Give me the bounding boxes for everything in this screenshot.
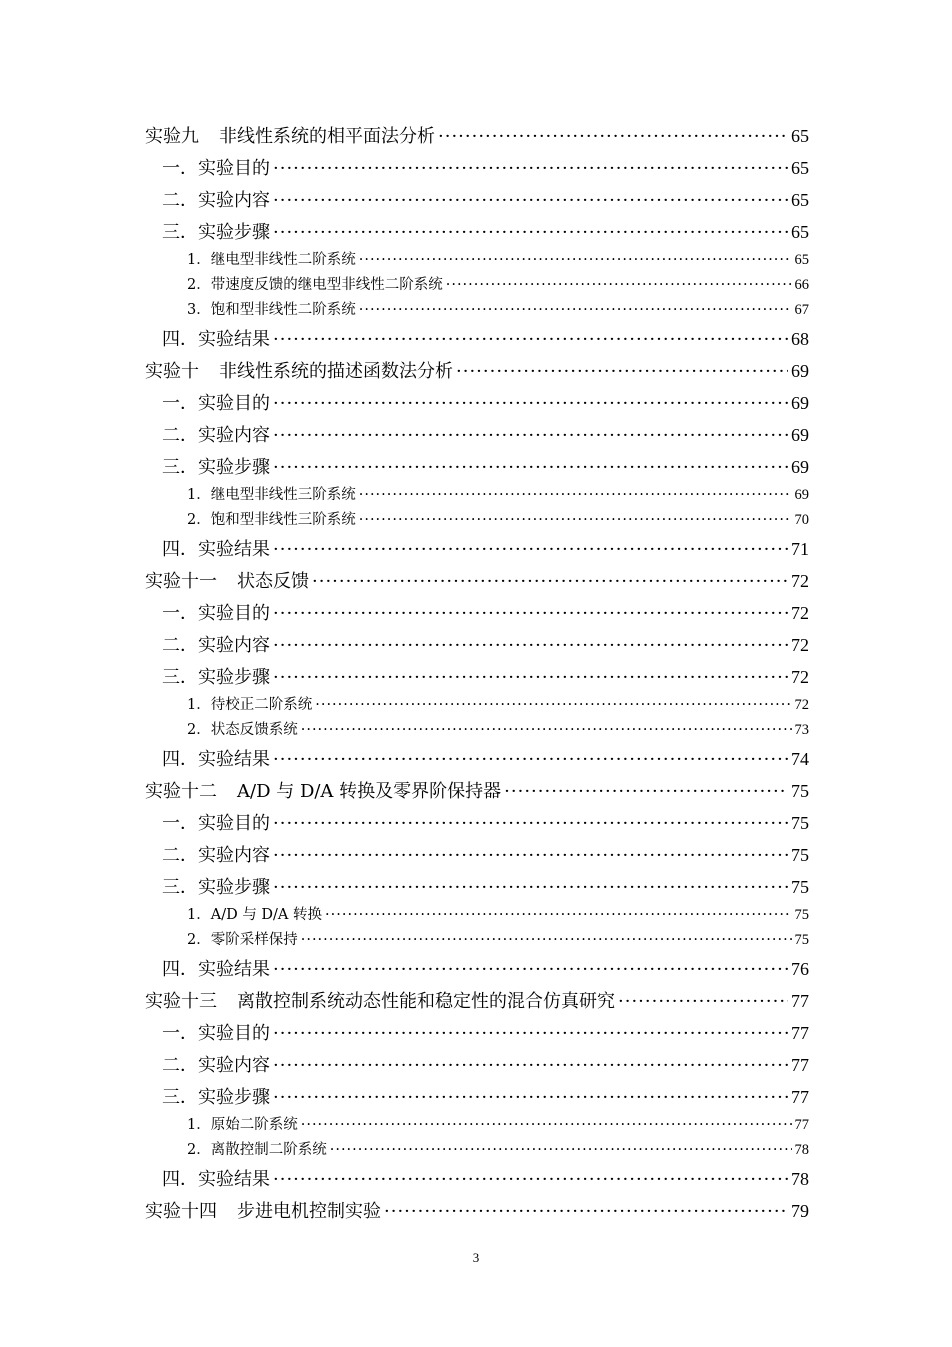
toc-chapter-number: 实验十四 (145, 1201, 217, 1222)
dot-leader (312, 566, 788, 598)
toc-page-number: 77 (791, 1023, 809, 1043)
toc-page-number: 75 (794, 932, 809, 948)
toc-entry-label: 二．实验内容 (162, 1055, 270, 1076)
toc-entry-label: 2．饱和型非线性三阶系统 (187, 512, 356, 528)
toc-entry-label: 四．实验结果 (162, 329, 270, 350)
toc-page-number: 67 (794, 302, 809, 318)
toc-section-entry[interactable] (145, 184, 809, 216)
toc-entry-label: 1．待校正二阶系统 (187, 697, 313, 713)
toc-entry-label: 四．实验结果 (162, 1169, 270, 1190)
toc-section-entry[interactable] (145, 661, 809, 693)
toc-entry-label: 1．A/D 与 D/A 转换 (187, 907, 323, 923)
dot-leader (273, 420, 788, 452)
toc-entry-label (145, 566, 309, 598)
toc-page-number: 68 (791, 329, 809, 349)
toc-subsection-entry[interactable] (145, 248, 809, 273)
dot-leader (273, 630, 788, 662)
toc-chapter-number: 实验十二 (145, 781, 217, 802)
dot-leader (315, 693, 791, 718)
toc-chapter-entry[interactable] (145, 120, 809, 152)
toc-section-entry[interactable] (145, 629, 809, 661)
toc-entry-label: 2．零阶采样保持 (187, 932, 298, 948)
toc-page-number: 65 (791, 126, 809, 146)
dot-leader (301, 1113, 792, 1138)
toc-chapter-entry[interactable] (145, 775, 809, 807)
toc-entry-label: 一．实验目的 (162, 1023, 270, 1044)
toc-page-number: 78 (791, 1169, 809, 1189)
dot-leader (273, 1018, 788, 1050)
dot-leader (273, 954, 788, 986)
toc-page-number: 69 (794, 487, 809, 503)
toc-chapter-title: 非线性系统的相平面法分析 (219, 126, 435, 147)
toc-section-entry[interactable] (145, 533, 809, 565)
dot-leader (359, 483, 792, 508)
toc-entry-label (145, 356, 453, 388)
dot-leader (273, 872, 788, 904)
toc-page-number: 75 (791, 845, 809, 865)
toc-page-number: 71 (791, 539, 809, 559)
toc-chapter-entry[interactable] (145, 565, 809, 597)
toc-subsection-entry[interactable] (145, 273, 809, 298)
dot-leader (273, 1164, 788, 1196)
toc-section-entry[interactable] (145, 871, 809, 903)
toc-section-entry[interactable] (145, 323, 809, 355)
toc-page-number: 76 (791, 959, 809, 979)
toc-subsection-entry[interactable] (145, 693, 809, 718)
page-number: 3 (472, 1250, 480, 1265)
toc-page-number: 75 (791, 877, 809, 897)
toc-section-entry[interactable] (145, 839, 809, 871)
dot-leader (273, 217, 788, 249)
toc-subsection-entry[interactable] (145, 1113, 809, 1138)
toc-entry-label: 一．实验目的 (162, 158, 270, 179)
toc-subsection-entry[interactable] (145, 1138, 809, 1163)
toc-subsection-entry[interactable] (145, 483, 809, 508)
toc-entry-label: 二．实验内容 (162, 425, 270, 446)
toc-chapter-entry[interactable] (145, 355, 809, 387)
toc-entry-label: 四．实验结果 (162, 959, 270, 980)
dot-leader (330, 1138, 792, 1163)
dot-leader (273, 388, 788, 420)
toc-page-number: 65 (794, 252, 809, 268)
toc-page-number: 72 (791, 571, 809, 591)
toc-chapter-number: 实验十三 (145, 991, 217, 1012)
table-of-contents (145, 120, 809, 1227)
dot-leader (273, 185, 788, 217)
dot-leader (504, 776, 788, 808)
toc-section-entry[interactable] (145, 152, 809, 184)
toc-section-entry[interactable] (145, 387, 809, 419)
toc-chapter-number: 实验十 (145, 361, 199, 382)
toc-page-number: 69 (791, 457, 809, 477)
dot-leader (359, 298, 792, 323)
toc-page-number: 72 (791, 667, 809, 687)
toc-entry-label: 二．实验内容 (162, 190, 270, 211)
toc-section-entry[interactable] (145, 1049, 809, 1081)
toc-page-number: 77 (791, 1087, 809, 1107)
dot-leader (618, 986, 788, 1018)
toc-page-number: 69 (791, 361, 809, 381)
dot-leader (273, 840, 788, 872)
dot-leader (359, 508, 792, 533)
toc-subsection-entry[interactable] (145, 903, 809, 928)
toc-page-number: 72 (794, 697, 809, 713)
toc-chapter-title: 状态反馈 (237, 571, 309, 592)
toc-chapter-title: 非线性系统的描述函数法分析 (219, 361, 453, 382)
toc-section-entry[interactable] (145, 1163, 809, 1195)
toc-page-number: 75 (791, 813, 809, 833)
toc-entry-label: 四．实验结果 (162, 539, 270, 560)
toc-page-number: 77 (794, 1117, 809, 1133)
toc-chapter-entry[interactable] (145, 985, 809, 1017)
dot-leader (301, 718, 792, 743)
dot-leader (273, 744, 788, 776)
toc-page-number: 65 (791, 190, 809, 210)
toc-entry-label: 1．继电型非线性二阶系统 (187, 252, 356, 268)
dot-leader (273, 598, 788, 630)
toc-entry-label: 二．实验内容 (162, 845, 270, 866)
toc-entry-label: 三．实验步骤 (162, 457, 270, 478)
toc-entry-label: 一．实验目的 (162, 603, 270, 624)
toc-entry-label: 一．实验目的 (162, 393, 270, 414)
toc-entry-label: 1．继电型非线性三阶系统 (187, 487, 356, 503)
toc-chapter-number: 实验九 (145, 126, 199, 147)
dot-leader (446, 273, 792, 298)
dot-leader (273, 534, 788, 566)
toc-subsection-entry[interactable] (145, 298, 809, 323)
toc-subsection-entry[interactable] (145, 718, 809, 743)
toc-entry-label: 三．实验步骤 (162, 222, 270, 243)
toc-page-number: 75 (791, 781, 809, 801)
toc-chapter-title: 步进电机控制实验 (237, 1201, 381, 1222)
toc-chapter-entry[interactable] (145, 1195, 809, 1227)
dot-leader (325, 903, 791, 928)
toc-page-number: 66 (794, 277, 809, 293)
toc-page-number: 78 (794, 1142, 809, 1158)
dot-leader (301, 928, 792, 953)
toc-chapter-title: 离散控制系统动态性能和稳定性的混合仿真研究 (237, 991, 615, 1012)
toc-section-entry[interactable] (145, 216, 809, 248)
toc-page-number: 70 (794, 512, 809, 528)
toc-page-number: 69 (791, 393, 809, 413)
toc-section-entry[interactable] (145, 953, 809, 985)
dot-leader (273, 662, 788, 694)
toc-entry-label: 一．实验目的 (162, 813, 270, 834)
toc-entry-label: 三．实验步骤 (162, 877, 270, 898)
toc-page-number: 73 (794, 722, 809, 738)
toc-page-number: 72 (791, 635, 809, 655)
toc-chapter-number: 实验十一 (145, 571, 217, 592)
toc-chapter-title: A/D 与 D/A 转换及零界阶保持器 (237, 781, 502, 802)
toc-entry-label: 3．饱和型非线性二阶系统 (187, 302, 356, 318)
toc-page-number: 65 (791, 222, 809, 242)
toc-section-entry[interactable] (145, 807, 809, 839)
toc-entry-label: 2．状态反馈系统 (187, 722, 298, 738)
toc-page-number: 69 (791, 425, 809, 445)
toc-entry-label (145, 986, 615, 1018)
toc-section-entry[interactable] (145, 1017, 809, 1049)
dot-leader (273, 452, 788, 484)
dot-leader (359, 248, 792, 273)
toc-page-number: 72 (791, 603, 809, 623)
dot-leader (273, 808, 788, 840)
toc-entry-label: 2．带速度反馈的继电型非线性二阶系统 (187, 277, 443, 293)
toc-page-number: 65 (791, 158, 809, 178)
dot-leader (273, 1050, 788, 1082)
toc-subsection-entry[interactable] (145, 928, 809, 953)
toc-subsection-entry[interactable] (145, 508, 809, 533)
toc-entry-label (145, 121, 435, 153)
toc-entry-label: 四．实验结果 (162, 749, 270, 770)
toc-section-entry[interactable] (145, 743, 809, 775)
toc-entry-label: 1．原始二阶系统 (187, 1117, 298, 1133)
dot-leader (273, 153, 788, 185)
dot-leader (273, 1082, 788, 1114)
dot-leader (273, 324, 788, 356)
toc-section-entry[interactable] (145, 419, 809, 451)
toc-entry-label (145, 1196, 381, 1228)
toc-section-entry[interactable] (145, 1081, 809, 1113)
toc-page-number: 79 (791, 1201, 809, 1221)
toc-page-number: 77 (791, 1055, 809, 1075)
toc-entry-label: 三．实验步骤 (162, 667, 270, 688)
dot-leader (438, 121, 788, 153)
toc-entry-label: 二．实验内容 (162, 635, 270, 656)
toc-page-number: 75 (794, 907, 809, 923)
toc-entry-label: 2．离散控制二阶系统 (187, 1142, 327, 1158)
toc-section-entry[interactable] (145, 451, 809, 483)
dot-leader (456, 356, 788, 388)
toc-entry-label: 三．实验步骤 (162, 1087, 270, 1108)
dot-leader (384, 1196, 788, 1228)
toc-page-number: 74 (791, 749, 809, 769)
toc-section-entry[interactable] (145, 597, 809, 629)
toc-page-number: 77 (791, 991, 809, 1011)
toc-entry-label (145, 776, 501, 808)
